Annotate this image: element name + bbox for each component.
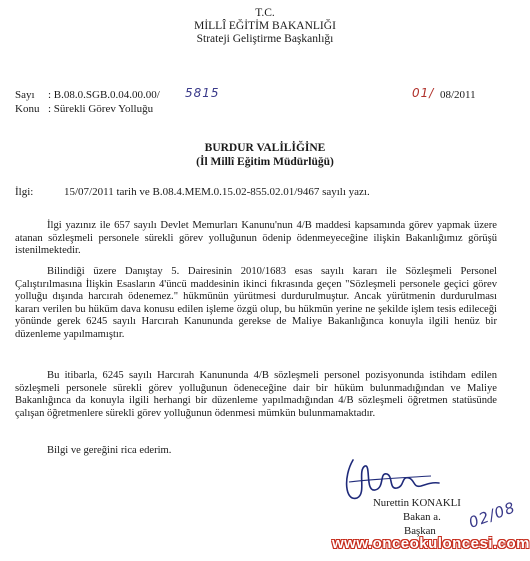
- signatory-title-1: Bakan a.: [403, 511, 441, 523]
- addressee-title: BURDUR VALİLİĞİNE: [204, 142, 326, 154]
- header-department: Strateji Geliştirme Başkanlığı: [196, 33, 334, 45]
- sayi-label: Sayı: [15, 89, 35, 101]
- sayi-value: : B.08.0.SGB.0.04.00.00/: [48, 89, 160, 101]
- paragraph-4: Bilgi ve gereğini rica ederim.: [47, 445, 172, 456]
- paragraph-2: Bilindiği üzere Danıştay 5. Dairesinin 2010/1683 esas sayılı kararı ile Sözleşmeli Personel Çalıştırılmasına İlişkin Esasların 4'üncü maddesinin ikinci fıkrasında geçen "Sözleşmeli personele geçici görev yolluğu dışında harcırah ödenemez." hükmünün yürütmesi durdurulmuştur. Ancak yürütmenin durdurulması kararı verilen bu hüküm dava konusu edilen işleme özgü olup, bu hükmün yerine ne şekilde işlem tesis edileceği yönünde gerek 6245 sayılı Harcırah Kanununda gerekse de Maliye Bakanlığınca konuyla ilgili henüz bir düzenleme yapılmamıştır.: [15, 266, 497, 340]
- ilgi-label: İlgi:: [15, 186, 34, 198]
- signatory-name: Nurettin KONAKLI: [373, 497, 461, 509]
- watermark: www.onceokuloncesi.com: [332, 535, 530, 552]
- header-tc: T.C.: [255, 7, 275, 19]
- sayi-handwritten: 5815: [185, 86, 220, 100]
- paragraph-1: İlgi yazınız ile 657 sayılı Devlet Memurları Kanunu'nun 4/B maddesi kapsamında görev yapmak üzere atanan sözleşmeli personele sürekli görev yolluğunun ödenip ödenmeyeceğine ilişkin Bakanlığımız görüşü istenilmektedir.: [15, 220, 497, 257]
- signature-date-handwritten: 02/08: [466, 498, 518, 532]
- paragraph-3: Bu itibarla, 6245 sayılı Harcırah Kanununda 4/B sözleşmeli personel pozisyonunda istihdam edilen sözleşmeli personele sürekli görev yolluğunun ödeneceğine dair bir hüküm bulunmadığından ve Maliye Bakanlığınca da konuyla ilgili herhangi bir düzenleme yapılmadığından 4/B sözleşmeli öğretmen statüsünde çalışan öğretmenlere sürekli görev yolluğunun ödenmesi mümkün bulunmamaktadır.: [15, 370, 497, 419]
- signatory-title-2: Başkan: [404, 525, 436, 537]
- date-handwritten: 01/: [412, 86, 435, 100]
- date-printed: 08/2011: [440, 89, 476, 101]
- addressee-subtitle: (İl Millî Eğitim Müdürlüğü): [196, 156, 334, 168]
- header-ministry: MİLLÎ EĞİTİM BAKANLIĞI: [194, 20, 336, 32]
- ilgi-text: 15/07/2011 tarih ve B.08.4.MEM.0.15.02-855.02.01/9467 sayılı yazı.: [64, 186, 370, 198]
- konu-value: : Sürekli Görev Yolluğu: [48, 103, 154, 115]
- konu-label: Konu: [15, 103, 40, 115]
